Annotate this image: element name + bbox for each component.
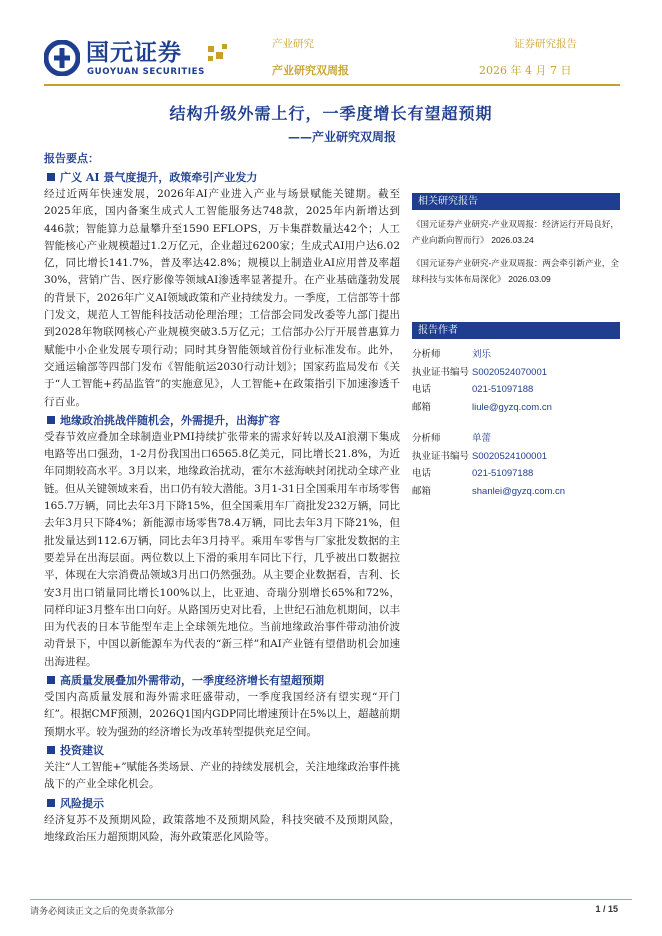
section-paragraph: 受春节效应叠加全球制造业PMI持续扩张带来的需求好转以及AI浪潮下集成电路等出口强劲，1-2月份我国出口6565.8亿美元，同比增长21.8%，为近年同期较高水平。3月以来，地缘政治扰动，霍尔木兹海峡封闭扰动全球产业链。但从关键领域来看，出口仍有较大潜能。3月1-31日全国乘用车市场零售165.7万辆，同比去年3月下降15%，但全国乘用车厂商批发232万辆，同比去年3月只下降4%；新能源市场零售78.4万辆，同比去年3月下降21%，但批发量达到112.6万辆，同比去年3月持平。乘用车零售与厂家批发数据的主要差异在出海层面。两位数以上下滑的乘用车同比下行，几乎被出口数据拉平，体现在大宗消费品领域3月出口仍然强劲。从主要企业数据看，吉利、长安3月出口销量同比增长100%以上，比亚迪、奇瑞分别增长65%和72%，同样印证3月整车出口向好。从路国历史对比看，上世纪石油危机期间，以丰田为代表的日本节能型车走上全球领先地位。当前地缘政治事件带动油价波动背景下，中国以新能源车为代表的“新三样”和AI产业链有望借助机会加速出海进程。	[44, 430, 400, 668]
section-paragraph: 经过近两年快速发展，2026年AI产业进入产业与场景赋能关键期。截至2025年底，国内备案生成式人工智能服务达748款，2025年内新增达到446款；智能算力总量攀升至1590 EFLOPS，万卡集群数量达42个；人工智能核心产业规模超过1.2万亿元，企业超过6200家；生成式AI用户达6.02亿，同比增长141.7%，普及率达42.8%；规模以上制造业AI应用普及率超30%，营销广告、医疗影像等领域AI渗透率显著提升。在产业基础蓬勃发展的背景下，2026年广义AI领域政策和产业持续发力。一季度，工信部等十部门发文，规范人工智能科技活动伦理治理；工信部会同发改委等九部门提出到2028年物联网核心产业规模突破3.5万亿元；工信部办公厅开展普惠算力赋能中小企业发展专项行动；同时其身智能领域首份行业标准发布。此外，交通运输部等四部门发布《智能航运2030行动计划》；国家药监局发布《关于“人工智能+药品监管”的实施意见》，人工智能+在政策指引下加速渗透千行百业。	[44, 188, 400, 408]
author-email-label: 邮箱	[412, 401, 432, 413]
section-paragraph: 关注“人工智能+”赋能各类场景、产业的持续发展机会，关注地缘政治事件挑战下的产业全球化机会。	[44, 760, 400, 791]
author-role-label: 分析师	[412, 433, 441, 444]
related-report-date: 2026.03.09	[508, 274, 551, 284]
section-heading	[44, 795, 400, 812]
section-heading-text: 高质量发展叠加外需带动，一季度经济增长有望超预期	[60, 674, 324, 688]
section-heading	[44, 742, 400, 759]
section-heading-text: 地缘政治挑战伴随机会，外需提升，出海扩容	[60, 413, 280, 427]
section-heading	[44, 412, 400, 429]
related-reports-panel	[412, 193, 620, 288]
related-report-item[interactable]	[412, 218, 620, 249]
header-category: 产业研究	[272, 38, 314, 50]
header-subcategory: 产业研究双周报	[272, 64, 349, 77]
author-email-link[interactable]: liule@gyzq.com.cn	[472, 401, 552, 413]
author-phone-label: 电话	[412, 468, 432, 479]
guoyuan-logo-icon	[44, 40, 80, 76]
author-cert-label: 执业证书编号	[412, 366, 470, 378]
author-card	[412, 346, 620, 416]
authors-panel	[412, 322, 620, 500]
authors-heading: 报告作者	[412, 322, 620, 339]
related-report-title: 《国元证券产业研究-产业双周报：两会牵引新产业，全球科技与实体布局深化》	[412, 259, 619, 285]
author-name: 单蕾	[472, 433, 492, 444]
author-card	[412, 430, 620, 500]
logo-chinese-name: 国元证券	[86, 40, 182, 66]
related-reports-heading: 相关研究报告	[412, 193, 620, 210]
square-bullet-icon	[47, 416, 55, 424]
related-report-title: 《国元证券产业研究-产业双周报：经济运行开局良好，产业向新向智而行》	[412, 220, 619, 246]
related-report-date: 2026.03.24	[491, 235, 534, 245]
report-subtitle: ——产业研究双周报	[287, 130, 396, 144]
company-logo	[44, 40, 240, 80]
main-content	[44, 150, 400, 846]
author-phone: 021-51097188	[472, 468, 534, 479]
section-heading-text: 广义 AI 景气度提升，政策牵引产业发力	[60, 171, 258, 184]
related-report-item[interactable]	[412, 257, 620, 288]
footer-divider	[30, 899, 632, 900]
square-bullet-icon	[47, 746, 55, 754]
header-report-type: 证券研究报告	[514, 38, 577, 50]
report-title: 结构升级外需上行，一季度增长有望超预期	[169, 104, 493, 123]
key-points-heading: 报告要点：	[44, 152, 99, 165]
section-heading-text: 风险提示	[60, 796, 104, 810]
author-phone: 021-51097188	[472, 384, 534, 395]
author-phone-label: 电话	[412, 384, 432, 395]
author-name: 刘乐	[472, 349, 492, 360]
author-email-link[interactable]: shanlei@gyzq.com.cn	[472, 485, 566, 497]
section-heading-text: 投资建议	[60, 743, 104, 757]
section-paragraph: 受国内高质量发展和海外需求旺盛带动，一季度我国经济有望实现“开门红”。根据CMF预测，2026Q1国内GDP同比增速预计在5%以上，超越前期预期水平。较为强劲的经济增长为改革转型提供充足空间。	[44, 691, 400, 738]
author-cert: S0020524100001	[472, 450, 548, 462]
footer-disclaimer: 请务必阅读正文之后的免责条款部分	[30, 907, 175, 917]
author-cert: S0020524070001	[472, 366, 548, 378]
square-bullet-icon	[47, 799, 55, 807]
section-paragraph: 经济复苏不及预期风险，政策落地不及预期风险，科技突破不及预期风险，地缘政治压力超预期风险，海外政策恶化风险等。	[44, 813, 400, 843]
author-role-label: 分析师	[412, 349, 441, 360]
author-cert-label: 执业证书编号	[412, 450, 470, 462]
logo-dots-icon	[204, 42, 234, 72]
square-bullet-icon	[47, 676, 55, 684]
section-heading	[44, 169, 400, 186]
header-date: 2026 年 4 月 7 日	[479, 64, 572, 77]
page-number: 1 / 15	[595, 904, 618, 914]
section-heading	[44, 672, 400, 689]
header-divider	[44, 84, 620, 86]
author-email-label: 邮箱	[412, 485, 432, 497]
logo-english-name: GUOYUAN SECURITIES	[87, 67, 205, 77]
square-bullet-icon	[47, 173, 55, 181]
